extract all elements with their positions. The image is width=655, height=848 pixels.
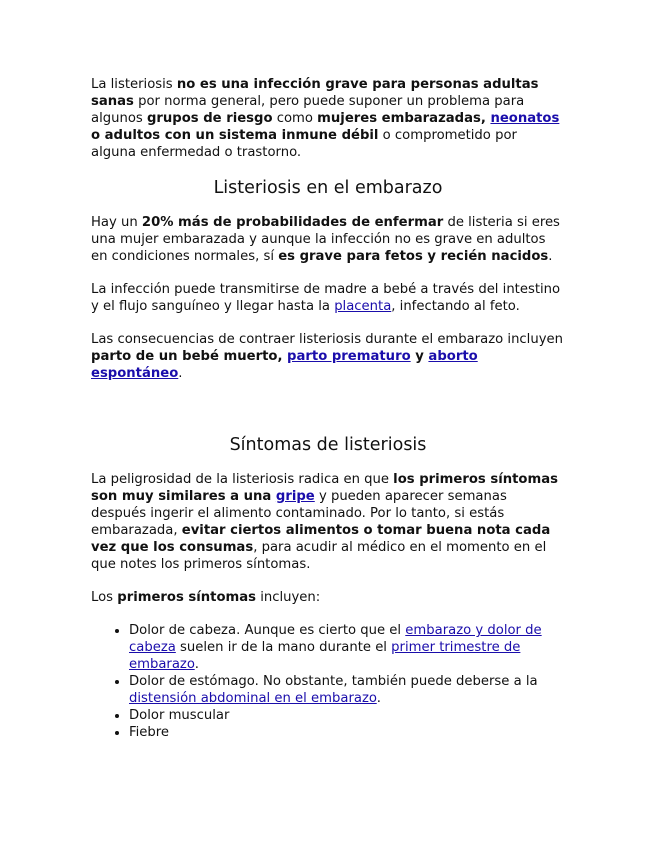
text-span: por norma general, pero puede suponer un problema para algunos [91, 94, 525, 126]
bold-text: y [410, 349, 429, 364]
text-span: incluyen: [256, 590, 321, 605]
bold-text: los primeros síntomas son muy similares a una [91, 472, 558, 504]
text-span: . [376, 691, 381, 706]
bold-text: no es una infección grave para personas adultas sanas [91, 77, 539, 109]
link-primer-trimestre[interactable]: primer trimestre de embarazo [129, 640, 521, 672]
text-span: . [178, 366, 183, 381]
link-distension-abdominal[interactable]: distensión abdominal en el embarazo [129, 691, 377, 706]
link-placenta[interactable]: placenta [334, 299, 392, 314]
paragraph-probabilidades [91, 214, 565, 265]
link-gripe[interactable]: gripe [275, 489, 315, 504]
article-body [91, 76, 565, 741]
text-span: La infección puede transmitirse de madre a bebé a través del intestino y el flujo sanguíneo y llegar hasta la [91, 282, 561, 314]
paragraph-consecuencias [91, 331, 565, 382]
text-span: Dolor de cabeza. Aunque es cierto que el [129, 623, 406, 638]
section-spacer [91, 398, 565, 434]
list-item: • Fiebre [129, 724, 565, 741]
list-item: • Dolor muscular [129, 707, 565, 724]
list-item [129, 622, 565, 673]
text-span: La peligrosidad de la listeriosis radica en que [91, 472, 394, 487]
text-span: . [194, 657, 199, 672]
paragraph-primeros-sintomas [91, 589, 565, 606]
link-parto-prematuro[interactable]: parto prematuro [287, 349, 411, 364]
bold-text: o adultos con un sistema inmune débil [91, 128, 379, 143]
text-span: Las consecuencias de contraer listeriosis durante el embarazo incluyen [91, 332, 563, 347]
text-span: o comprometido por alguna enfermedad o trastorno. [91, 128, 517, 160]
bold-text: mujeres embarazadas, [317, 111, 491, 126]
link-embarazo-dolor-cabeza[interactable]: embarazo y dolor de cabeza [129, 623, 542, 655]
text-span: de listeria si eres una mujer embarazada y aunque la infección no es grave en adultos en condiciones normales, sí [91, 215, 560, 264]
text-span: Los [91, 590, 118, 605]
heading-listeriosis-embarazo: Listeriosis en el embarazo [213, 178, 443, 198]
bold-text: evitar ciertos alimentos o tomar buena nota cada vez que los consumas [91, 523, 551, 555]
paragraph-peligrosidad [91, 471, 565, 573]
bold-text: es grave para fetos y recién nacidos [278, 249, 549, 264]
symptoms-list [91, 622, 565, 741]
text-span: como [272, 111, 318, 126]
text-span: La listeriosis [91, 77, 177, 92]
paragraph-transmision [91, 281, 565, 315]
bold-text: primeros síntomas [117, 590, 257, 605]
heading-sintomas-listeriosis: Síntomas de listeriosis [229, 435, 427, 455]
bold-text: grupos de riesgo [146, 111, 273, 126]
text-span: Dolor de estómago. No obstante, también puede deberse a la [129, 674, 538, 689]
text-span: y pueden aparecer semanas después ingerir el alimento contaminado. Por lo tanto, si estás embarazada, [91, 489, 507, 538]
text-span: , para acudir al médico en el momento en el que notes los primeros síntomas. [91, 540, 547, 572]
link-aborto-espontaneo[interactable]: aborto espontáneo [91, 349, 478, 381]
bold-text: 20% más de probabilidades de enfermar [141, 215, 444, 230]
text-span: Hay un [91, 215, 142, 230]
text-span: suelen ir de la mano durante el [175, 640, 392, 655]
text-span: , infectando al feto. [391, 299, 520, 314]
intro-paragraph [91, 76, 565, 161]
bold-text: parto de un bebé muerto, [91, 349, 288, 364]
text-span: . [548, 249, 553, 264]
list-item [129, 673, 565, 707]
link-neonatos[interactable]: neonatos [490, 111, 560, 126]
